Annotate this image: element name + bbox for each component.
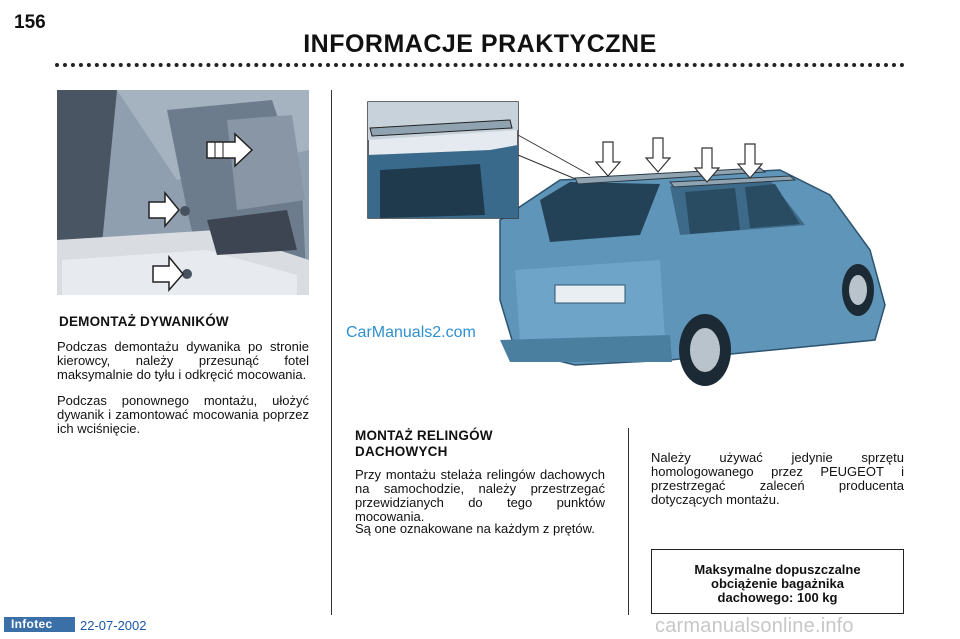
column-divider-left bbox=[331, 90, 332, 615]
roof-rail-detail-inset bbox=[368, 102, 518, 218]
dotted-separator bbox=[55, 63, 905, 67]
roof-rails-marking-paragraph: Są one oznakowane na każdym z prętów. bbox=[355, 521, 595, 536]
roof-rails-heading-line-1: MONTAŻ RELINGÓW bbox=[355, 428, 493, 443]
approved-equipment-paragraph: Należy używać jedynie sprzętu homologowanego przez PEUGEOT i przestrzegać zaleceń producenta dotyczących montażu. bbox=[651, 450, 904, 507]
watermark-link[interactable]: CarManuals2.com bbox=[346, 324, 476, 341]
carpet-removal-illustration bbox=[57, 90, 309, 295]
carpet-removal-paragraph: Podczas demontażu dywanika po stronie kierowcy, należy przesunąć fotel maksymalnie do tyłu i odkręcić mocowania. bbox=[57, 339, 309, 382]
carpet-refit-paragraph: Podczas ponownego montażu, ułożyć dywanik i zamontować mocowania poprzez ich wciśnięcie. bbox=[57, 393, 309, 436]
roof-rails-mounting-paragraph: Przy montażu stelaża relingów dachowych na samochodzie, należy przestrzegać przewidzianych do tego punktów mocowania. bbox=[355, 467, 605, 524]
roof-rails-car-illustration bbox=[340, 100, 930, 395]
max-roof-load-line-2: obciążenie bagażnika bbox=[711, 576, 844, 591]
roof-rails-heading-line-2: DACHOWYCH bbox=[355, 444, 448, 459]
max-roof-load-notice bbox=[651, 549, 904, 614]
roof-rails-heading bbox=[355, 428, 605, 460]
page-title: INFORMACJE PRAKTYCZNE bbox=[303, 30, 657, 58]
max-roof-load-line-3: dachowego: 100 kg bbox=[717, 590, 838, 605]
page-number: 156 bbox=[14, 12, 46, 33]
column-divider-right bbox=[628, 428, 629, 615]
footer-date: 22-07-2002 bbox=[80, 618, 147, 633]
max-roof-load-line-1: Maksymalne dopuszczalne bbox=[694, 562, 861, 577]
infotec-logo: Infotec bbox=[4, 617, 75, 632]
footer-brand-watermark: carmanualsonline.info bbox=[655, 615, 854, 637]
carpet-removal-heading: DEMONTAŻ DYWANIKÓW bbox=[59, 314, 229, 329]
